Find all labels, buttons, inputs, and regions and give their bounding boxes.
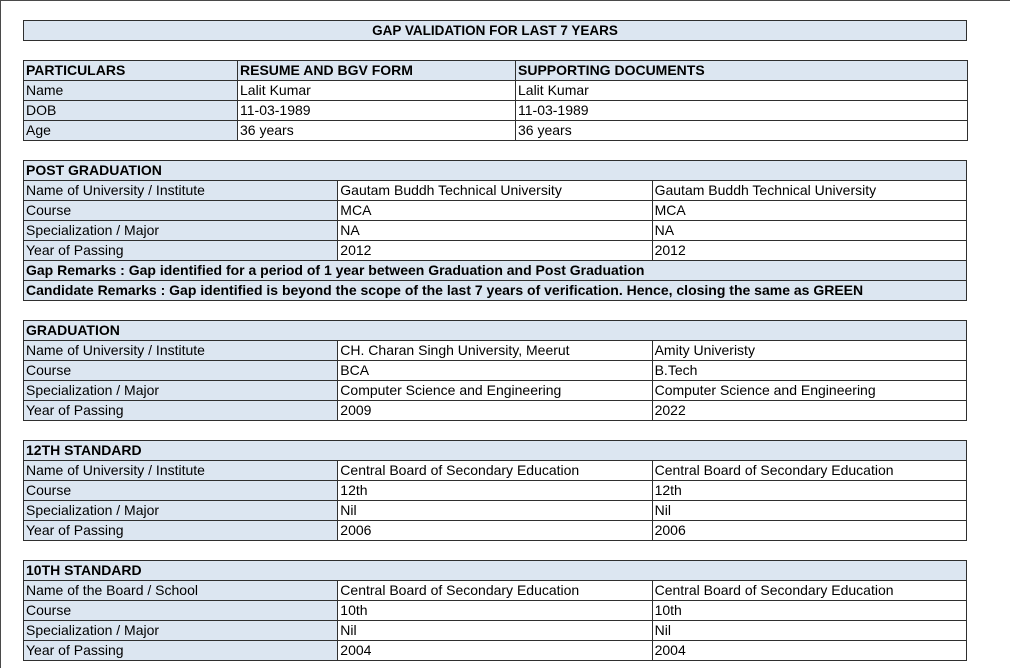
- section-header-row: [24, 161, 967, 181]
- graduation-table: [23, 320, 967, 421]
- row-label: Course: [24, 601, 338, 621]
- section-header-row: [24, 441, 967, 461]
- header-supporting-docs: SUPPORTING DOCUMENTS: [516, 61, 968, 81]
- table-row: [24, 81, 968, 101]
- section-header-row: [24, 321, 967, 341]
- document-value: 2006: [652, 521, 966, 541]
- section-heading: 10TH STANDARD: [24, 561, 967, 581]
- table-row: [24, 621, 967, 641]
- table-row: [24, 241, 967, 261]
- table-row: [24, 581, 967, 601]
- row-label: Name: [24, 81, 238, 101]
- row-label: Name of University / Institute: [24, 461, 338, 481]
- row-label: Year of Passing: [24, 401, 338, 421]
- document-value: Lalit Kumar: [516, 81, 968, 101]
- row-label: Age: [24, 121, 238, 141]
- row-label: Course: [24, 201, 338, 221]
- table-row: [24, 521, 967, 541]
- particulars-table: [23, 60, 968, 141]
- resume-value: 11-03-1989: [238, 101, 516, 121]
- table-row: [24, 181, 967, 201]
- resume-value: Nil: [338, 621, 652, 641]
- section-heading: 12TH STANDARD: [24, 441, 967, 461]
- table-row: [24, 221, 967, 241]
- page-title: GAP VALIDATION FOR LAST 7 YEARS: [23, 20, 967, 41]
- particulars-header-row: [24, 61, 968, 81]
- row-label: Name of University / Institute: [24, 181, 338, 201]
- resume-value: 2004: [338, 641, 652, 661]
- resume-value: 2012: [338, 241, 652, 261]
- table-row: [24, 121, 968, 141]
- row-label: Course: [24, 481, 338, 501]
- tenth-standard-table: [23, 560, 967, 661]
- resume-value: 36 years: [238, 121, 516, 141]
- resume-value: Gautam Buddh Technical University: [338, 181, 652, 201]
- document-value: Amity Univeristy: [652, 341, 966, 361]
- table-row: [24, 201, 967, 221]
- row-label: Course: [24, 361, 338, 381]
- resume-value: Central Board of Secondary Education: [338, 461, 652, 481]
- row-label: Year of Passing: [24, 241, 338, 261]
- table-row: [24, 401, 967, 421]
- document-value: Nil: [652, 621, 966, 641]
- table-row: [24, 501, 967, 521]
- table-row: [24, 341, 967, 361]
- resume-value: 2009: [338, 401, 652, 421]
- resume-value: 12th: [338, 481, 652, 501]
- row-label: Specialization / Major: [24, 221, 338, 241]
- resume-value: 10th: [338, 601, 652, 621]
- row-label: Year of Passing: [24, 641, 338, 661]
- row-label: Year of Passing: [24, 521, 338, 541]
- resume-value: Lalit Kumar: [238, 81, 516, 101]
- row-label: Name of University / Institute: [24, 341, 338, 361]
- sheet-top-border: [0, 0, 1010, 1]
- document-value: 10th: [652, 601, 966, 621]
- document-value: 36 years: [516, 121, 968, 141]
- document-value: 2022: [652, 401, 966, 421]
- document-value: 11-03-1989: [516, 101, 968, 121]
- twelfth-standard-table: [23, 440, 967, 541]
- document-value: Nil: [652, 501, 966, 521]
- header-resume-bgv: RESUME AND BGV FORM: [238, 61, 516, 81]
- row-label: Name of the Board / School: [24, 581, 338, 601]
- row-label: Specialization / Major: [24, 621, 338, 641]
- section-heading: GRADUATION: [24, 321, 967, 341]
- row-label: DOB: [24, 101, 238, 121]
- document-value: 2012: [652, 241, 966, 261]
- gap-remarks: Gap Remarks : Gap identified for a period of 1 year between Graduation and Post Graduation: [24, 261, 967, 281]
- document-value: Central Board of Secondary Education: [652, 581, 966, 601]
- row-label: Specialization / Major: [24, 381, 338, 401]
- table-row: [24, 461, 967, 481]
- document-value: Computer Science and Engineering: [652, 381, 966, 401]
- candidate-remarks: Candidate Remarks : Gap identified is beyond the scope of the last 7 years of verification. Hence, closing the same as GREEN: [24, 281, 967, 301]
- table-row: [24, 361, 967, 381]
- table-row: [24, 101, 968, 121]
- document-value: 2004: [652, 641, 966, 661]
- table-row: [24, 641, 967, 661]
- document-value: MCA: [652, 201, 966, 221]
- resume-value: 2006: [338, 521, 652, 541]
- resume-value: Central Board of Secondary Education: [338, 581, 652, 601]
- candidate-remarks-row: [24, 281, 967, 301]
- header-particulars: PARTICULARS: [24, 61, 238, 81]
- sheet-left-border: [0, 0, 1, 668]
- document-value: NA: [652, 221, 966, 241]
- resume-value: Nil: [338, 501, 652, 521]
- post-graduation-table: [23, 160, 967, 301]
- table-row: [24, 601, 967, 621]
- table-row: [24, 381, 967, 401]
- table-row: [24, 481, 967, 501]
- document-value: 12th: [652, 481, 966, 501]
- row-label: Specialization / Major: [24, 501, 338, 521]
- section-heading: POST GRADUATION: [24, 161, 967, 181]
- resume-value: NA: [338, 221, 652, 241]
- resume-value: BCA: [338, 361, 652, 381]
- document-value: Gautam Buddh Technical University: [652, 181, 966, 201]
- document-value: Central Board of Secondary Education: [652, 461, 966, 481]
- gap-remarks-row: [24, 261, 967, 281]
- resume-value: Computer Science and Engineering: [338, 381, 652, 401]
- document-value: B.Tech: [652, 361, 966, 381]
- section-header-row: [24, 561, 967, 581]
- resume-value: MCA: [338, 201, 652, 221]
- resume-value: CH. Charan Singh University, Meerut: [338, 341, 652, 361]
